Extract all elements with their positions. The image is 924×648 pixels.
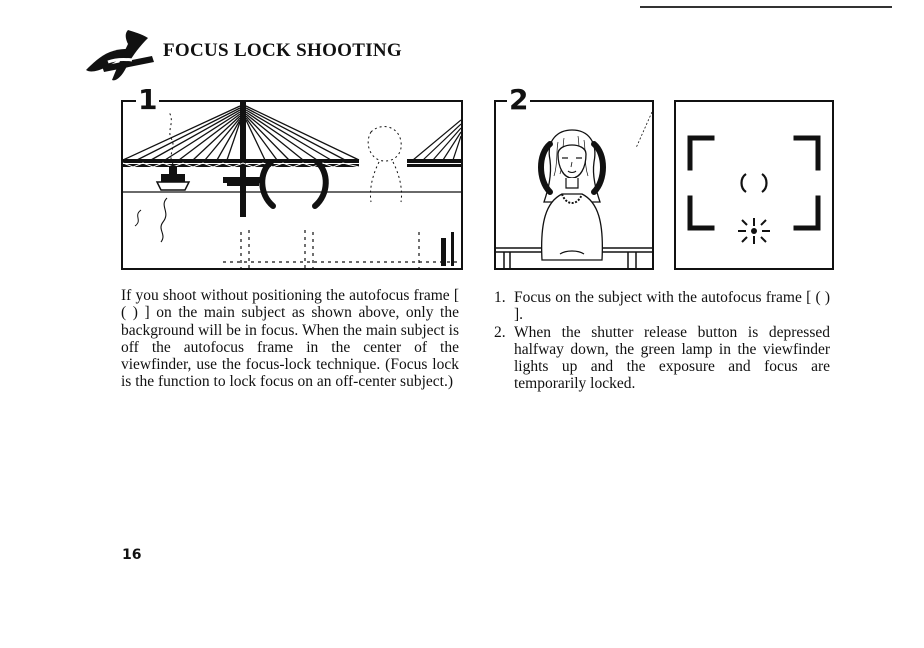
figure-2-label: 2 <box>509 83 529 116</box>
figure-portrait-scene <box>494 100 654 270</box>
figure-1-label: 1 <box>138 83 158 116</box>
page-title: FOCUS LOCK SHOOTING <box>163 40 403 61</box>
top-rule <box>640 6 892 8</box>
focus-lock-intro-paragraph: If you shoot without positioning the autofocus frame [ ( ) ] on the main subject as shown above, only the background will be in focus. When the main subject is off the autofocus frame in the center of the viewfinder, use the focus-lock technique. (Focus lock is the function to lock focus on an off-center subject.) <box>121 287 459 391</box>
bridge-scene-illustration <box>123 102 461 268</box>
viewfinder-frame-illustration <box>676 102 832 268</box>
step-number: 1. <box>494 289 506 306</box>
list-item <box>494 324 830 393</box>
step-text: Focus on the subject with the autofocus frame [ ( ) ]. <box>514 289 830 324</box>
list-item <box>494 289 830 324</box>
portrait-scene-illustration <box>496 102 652 268</box>
step-text: When the shutter release button is depressed halfway down, the green lamp in the viewfinder lights up and the exposure and focus are temporarily locked. <box>514 323 830 393</box>
number-4-brush-icon <box>82 26 162 82</box>
page-number: 16 <box>122 547 142 563</box>
step-number: 2. <box>494 323 506 341</box>
focus-lock-steps <box>494 289 830 393</box>
figure-bridge-scene <box>121 100 463 270</box>
figure-viewfinder <box>674 100 834 270</box>
